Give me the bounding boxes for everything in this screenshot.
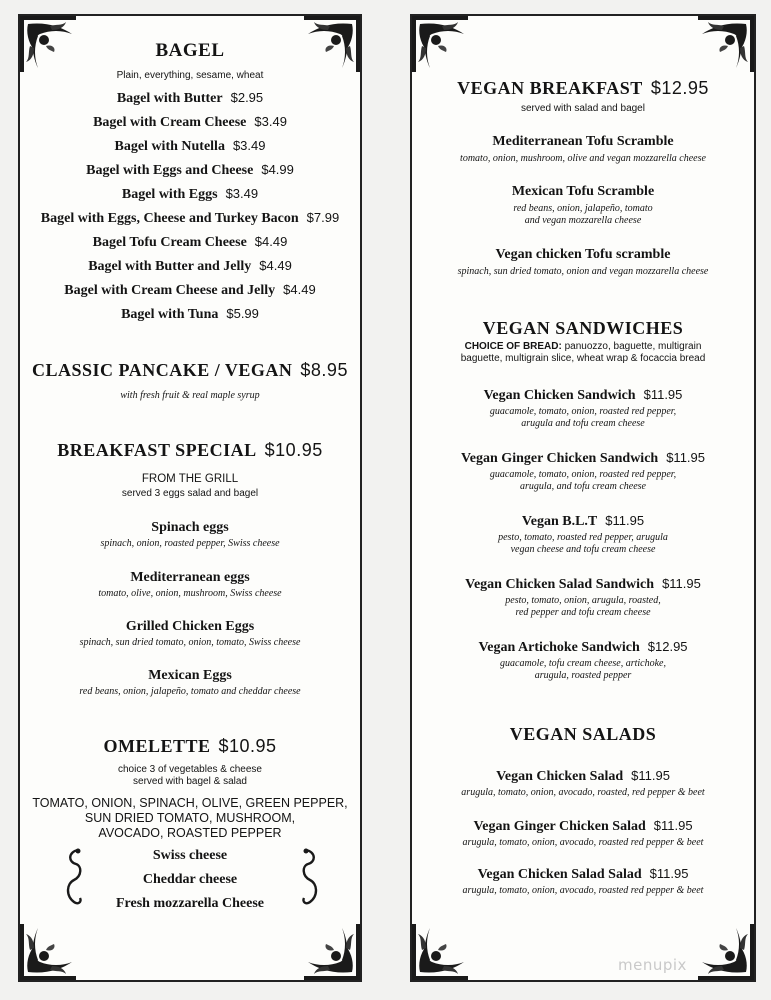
omelette-section-title: OMELETTE $10.95 [103,736,277,756]
pancake-description: with fresh fruit & real maple syrup [120,390,260,401]
cheese-option: Swiss cheese [152,848,228,863]
left-menu-panel [18,14,362,982]
breakfast-special-line2: served 3 eggs salad and bagel [121,488,259,499]
menu-item: Bagel with Eggs $3.49 [121,186,259,202]
cheese-option: Cheddar cheese [142,872,238,887]
corner-ornament-icon [408,12,472,76]
menu-item-desc: vegan cheese and tofu cream cheese [510,544,656,555]
watermark-logo: menupix [618,956,687,974]
menu-item: Vegan Chicken Salad Salad $11.95 [477,866,689,882]
menu-item: Bagel with Nutella $3.49 [114,138,266,154]
omelette-vegetables-line1: TOMATO, ONION, SPINACH, OLIVE, GREEN PEPPER, [32,796,348,810]
bread-choice-line1: CHOICE OF BREAD: panuozzo, baguette, multigrain [464,341,702,352]
menu-item-desc: pesto, tomato, roasted red pepper, arugula [498,532,668,543]
menu-item-desc: and vegan mozzarella cheese [524,215,642,226]
menu-item-desc: tomato, onion, mushroom, olive and vegan mozzarella cheese [460,153,706,164]
omelette-line2: served with bagel & salad [133,776,247,787]
vegan-breakfast-subtitle: served with salad and bagel [521,103,645,114]
bread-choice-line2: baguette, multigrain slice, wheat wrap & focaccia bread [460,353,706,364]
vegan-salads-title: VEGAN SALADS [509,724,657,744]
menu-item: Bagel with Cream Cheese $3.49 [93,114,287,130]
menu-item: Bagel with Eggs and Cheese $4.99 [86,162,294,178]
cheese-option: Fresh mozzarella Cheese [116,896,264,911]
right-menu-panel [410,14,756,982]
menu-item-desc: spinach, onion, roasted pepper, Swiss cheese [100,538,280,549]
menu-item-desc: arugula, roasted pepper [534,670,632,681]
menu-item-name: Mediterranean Tofu Scramble [492,134,674,149]
corner-ornament-icon [694,12,758,76]
menu-item-desc: guacamole, tofu cream cheese, artichoke, [500,658,666,669]
corner-ornament-icon [300,920,364,984]
corner-ornament-icon [16,920,80,984]
menu-item-desc: red pepper and tofu cream cheese [515,607,651,618]
menu-item: Vegan Ginger Chicken Sandwich $11.95 [460,450,705,466]
omelette-line1: choice 3 of vegetables & cheese [118,764,262,775]
corner-ornament-icon [408,920,472,984]
menu-item: Vegan Chicken Salad $11.95 [496,768,670,784]
menu-item: Vegan Ginger Chicken Salad $11.95 [473,818,693,834]
menu-item-desc: arugula and tofu cream cheese [521,418,645,429]
menu-item: Vegan B.L.T $11.95 [521,513,645,529]
menu-item: Bagel with Cream Cheese and Jelly $4.49 [64,282,316,298]
menu-item: Bagel with Eggs, Cheese and Turkey Bacon $7.99 [40,210,340,226]
pancake-section-title: CLASSIC PANCAKE / VEGAN $8.95 [32,360,348,380]
menu-item-name: Spinach eggs [151,520,229,535]
menu-item-name: Mediterranean eggs [130,570,250,585]
menu-item-desc: guacamole, tomato, onion, roasted red pepper, [489,406,677,417]
breakfast-special-title: BREAKFAST SPECIAL $10.95 [57,440,323,460]
menu-item-desc: arugula, tomato, onion, avocado, roasted, red pepper & beet [461,787,705,798]
menu-item: Bagel with Butter $2.95 [116,90,264,106]
menu-item-desc: spinach, sun dried tomato, onion and vegan mozzarella cheese [457,266,709,277]
menu-item: Bagel with Tuna $5.99 [121,306,259,322]
menu-item-desc: arugula, tomato, onion, avocado, roasted red pepper & beet [462,885,704,896]
omelette-vegetables-line3: AVOCADO, ROASTED PEPPER [98,826,282,840]
vegan-breakfast-title: VEGAN BREAKFAST $12.95 [457,78,709,98]
menu-item-desc: arugula, tomato, onion, avocado, roasted red pepper & beet [462,837,704,848]
vegan-sandwiches-title: VEGAN SANDWICHES [482,318,684,338]
menu-item-desc: red beans, onion, jalapeño, tomato [513,203,653,214]
menu-item-name: Mexican Tofu Scramble [511,184,655,199]
bagel-section-title: BAGEL [155,40,225,61]
menu-item-desc: red beans, onion, jalapeño, tomato and cheddar cheese [79,686,301,697]
bagel-section-subtitle: Plain, everything, sesame, wheat [116,70,264,81]
menu-item-name: Vegan chicken Tofu scramble [495,247,671,262]
omelette-vegetables-line2: SUN DRIED TOMATO, MUSHROOM, [84,811,296,825]
menu-item-desc: tomato, olive, onion, mushroom, Swiss cheese [98,588,282,599]
menu-item-desc: spinach, sun dried tomato, onion, tomato, Swiss cheese [79,637,301,648]
menu-item: Vegan Chicken Sandwich $11.95 [483,387,683,403]
menu-item: Vegan Chicken Salad Sandwich $11.95 [465,576,701,592]
menu-item-desc: arugula, and tofu cream cheese [520,481,646,492]
menu-item: Bagel Tofu Cream Cheese $4.49 [92,234,288,250]
menu-item: Bagel with Butter and Jelly $4.49 [88,258,292,274]
menu-item: Vegan Artichoke Sandwich $12.95 [478,639,688,655]
menu-item-name: Grilled Chicken Eggs [125,619,255,634]
menu-item-name: Mexican Eggs [148,668,232,683]
corner-ornament-icon [694,920,758,984]
breakfast-special-line1: FROM THE GRILL [141,473,239,485]
menu-item-desc: pesto, tomato, onion, arugula, roasted, [505,595,661,606]
menu-item-desc: guacamole, tomato, onion, roasted red pepper, [489,469,677,480]
